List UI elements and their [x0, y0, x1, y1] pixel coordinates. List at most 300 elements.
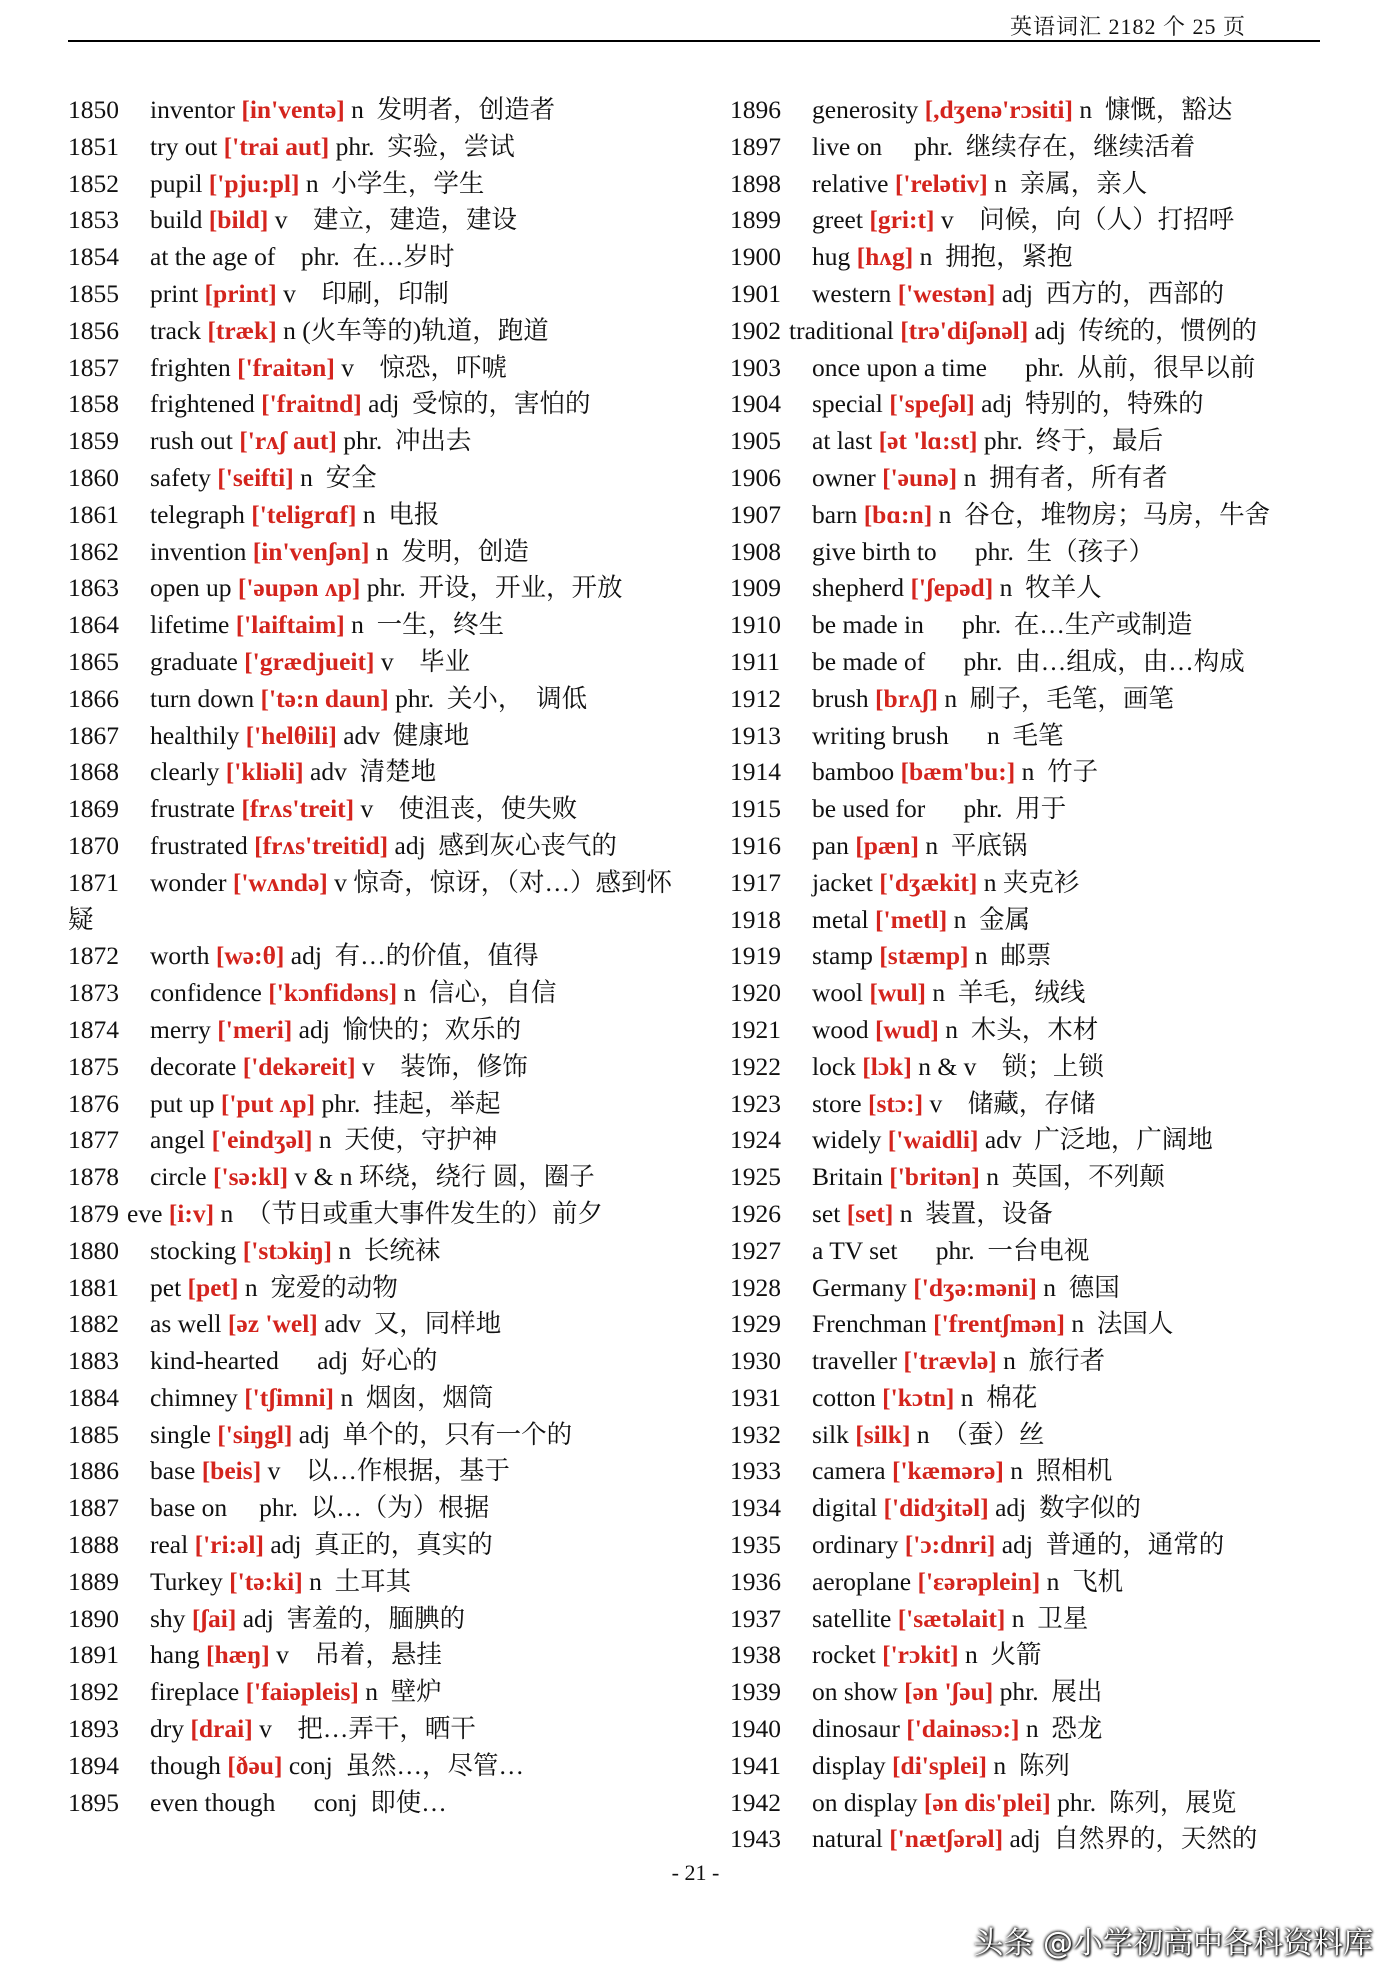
entry-number: 1917 [730, 867, 781, 897]
entry-word: inventor [150, 95, 235, 124]
vocab-entry [68, 1564, 708, 1601]
entry-number: 1859 [68, 426, 119, 456]
entry-definition: n 牧羊人 [999, 573, 1102, 603]
entry-phonetic: ['sætəlait] [897, 1603, 1006, 1633]
entry-word: a TV set [812, 1235, 898, 1265]
entry-phonetic: ['ʃepəd] [910, 573, 994, 603]
entry-phonetic: ['ɛərəplein] [917, 1566, 1041, 1596]
entry-number: 1850 [68, 95, 119, 124]
entry-word: lock [812, 1051, 856, 1081]
entry-word: lifetime [150, 610, 230, 640]
entry-definition: n 慷慨，豁达 [1079, 95, 1233, 124]
vocab-entry [730, 1564, 1330, 1601]
vocab-entry [730, 1490, 1330, 1527]
entry-number: 1883 [68, 1346, 119, 1376]
entry-number: 1943 [730, 1824, 781, 1854]
vocab-entry [730, 313, 1330, 350]
entry-definition: adj 普通的，通常的 [1001, 1530, 1225, 1560]
entry-number: 1920 [730, 978, 781, 1008]
vocab-entry [68, 166, 708, 203]
entry-word: rush out [150, 426, 233, 456]
entry-number: 1902 [730, 315, 781, 345]
entry-phonetic: [hæŋ] [205, 1640, 270, 1670]
vocab-entry [730, 386, 1330, 423]
entry-word: give birth to [812, 536, 937, 566]
entry-definition: phr. 实验，尝试 [335, 131, 515, 161]
entry-number: 1885 [68, 1419, 119, 1449]
vocab-entry [730, 276, 1330, 313]
vocab-entry [730, 570, 1330, 607]
vocab-entry [730, 1343, 1330, 1380]
entry-definition: adj 传统的，惯例的 [1034, 315, 1258, 345]
vocab-entry [730, 718, 1330, 755]
entry-phonetic: ['speʃəl] [889, 389, 975, 419]
entry-word: single [150, 1419, 211, 1449]
entry-definition: phr. 开设，开业，开放 [366, 573, 623, 603]
entry-number: 1939 [730, 1677, 781, 1707]
vocab-entry [68, 644, 708, 681]
entry-phonetic: [ət 'lɑ:st] [878, 426, 978, 456]
entry-phonetic: ['rʌʃ aut] [239, 426, 337, 456]
vocab-entry [68, 1380, 708, 1417]
entry-definition: v 使沮丧，使失败 [360, 794, 578, 824]
entry-number: 1893 [68, 1714, 119, 1744]
entry-number: 1886 [68, 1456, 119, 1486]
entry-number: 1922 [730, 1051, 781, 1081]
entry-definition: v 以…作根据，基于 [267, 1456, 510, 1486]
entry-number: 1913 [730, 720, 781, 750]
header-divider [68, 40, 1320, 42]
entry-word: telegraph [150, 499, 245, 529]
entry-definition: n 烟囱，烟筒 [340, 1382, 494, 1412]
entry-phonetic: ['dainəsɔ:] [906, 1714, 1020, 1744]
entry-phonetic: [di'splei] [892, 1750, 987, 1780]
entry-number: 1903 [730, 352, 781, 382]
entry-number: 1900 [730, 242, 781, 272]
entry-word: pupil [150, 168, 203, 198]
page-header-title: 英语词汇 2182 个 25 页 [1009, 14, 1246, 39]
entry-definition: phr. 一台电视 [903, 1235, 1090, 1265]
entry-word: ordinary [812, 1530, 899, 1560]
entry-word: aeroplane [812, 1566, 912, 1596]
entry-phonetic: ['wʌndə] [232, 867, 328, 897]
entry-phonetic: ['pju:pl] [208, 168, 300, 198]
entry-word: generosity [812, 95, 919, 124]
vocab-entry [730, 975, 1330, 1012]
vocab-entry [68, 1012, 708, 1049]
entry-definition: n 安全 [300, 462, 377, 492]
entry-definition: adv 广泛地，广阔地 [984, 1125, 1213, 1155]
entry-word: even though [150, 1787, 276, 1817]
entry-number: 1940 [730, 1714, 781, 1744]
entry-word: decorate [150, 1051, 237, 1081]
entry-phonetic: ['dekəreit] [242, 1051, 356, 1081]
vocab-entry [730, 607, 1330, 644]
entry-phonetic: ['tə:n daun] [260, 683, 389, 713]
entry-number: 1931 [730, 1382, 781, 1412]
vocab-column-left [68, 92, 708, 1821]
entry-definition: adj 感到灰心丧气的 [394, 830, 617, 860]
entry-number: 1918 [730, 904, 781, 934]
entry-word: fireplace [150, 1677, 240, 1707]
entry-phonetic: [bæm'bu:] [900, 757, 1016, 787]
vocab-entry [730, 681, 1330, 718]
entry-definition: n 装置，设备 [899, 1198, 1053, 1228]
entry-definition: n 发明，创造 [375, 536, 529, 566]
vocab-entry [68, 239, 708, 276]
entry-definition: n 飞机 [1046, 1566, 1124, 1596]
entry-phonetic: [pæn] [855, 830, 919, 860]
entry-phonetic: [ən dis'plei] [923, 1787, 1051, 1817]
vocab-entry [730, 902, 1330, 939]
vocab-entry [68, 1453, 708, 1490]
vocab-entry [730, 1527, 1330, 1564]
entry-phonetic: ['əunə] [882, 462, 958, 492]
entry-phonetic: ['fraitən] [237, 352, 335, 382]
vocab-entry [730, 239, 1330, 276]
entry-number: 1864 [68, 610, 119, 640]
entry-word: frighten [150, 352, 231, 382]
entry-word: barn [812, 499, 858, 529]
vocab-entry [730, 938, 1330, 975]
entry-phonetic: ['seifti] [217, 462, 294, 492]
vocab-entry [68, 1306, 708, 1343]
entry-word: though [150, 1750, 221, 1780]
vocab-entry [730, 1380, 1330, 1417]
entry-word: rocket [812, 1640, 876, 1670]
entry-word: live on [812, 131, 883, 161]
entry-phonetic: [gri:t] [869, 205, 935, 235]
entry-word: dinosaur [812, 1714, 900, 1744]
entry-number: 1926 [730, 1198, 781, 1228]
entry-number: 1852 [68, 168, 119, 198]
entry-phonetic: [bɑ:n] [863, 499, 933, 529]
entry-phonetic: [frʌs'treitid] [254, 830, 389, 860]
entry-phonetic: [print] [204, 278, 277, 308]
entry-definition: n 金属 [953, 904, 1031, 934]
entry-phonetic: [trə'diʃənəl] [900, 315, 1029, 345]
entry-word: Turkey [150, 1566, 223, 1596]
entry-number: 1875 [68, 1051, 119, 1081]
entry-phonetic: ['nætʃərəl] [889, 1824, 1004, 1854]
entry-word: circle [150, 1162, 207, 1192]
entry-phonetic: ['laiftaim] [235, 610, 345, 640]
vocab-entry [730, 1674, 1330, 1711]
entry-definition: n 旅行者 [1003, 1346, 1106, 1376]
vocab-entry [68, 1637, 708, 1674]
entry-number: 1938 [730, 1640, 781, 1670]
entry-word: merry [150, 1014, 211, 1044]
entry-definition: n 卫星 [1011, 1603, 1089, 1633]
entry-word: dry [150, 1714, 184, 1744]
entry-word: build [150, 205, 203, 235]
vocab-entry [68, 1711, 708, 1748]
entry-word: as well [150, 1309, 222, 1339]
entry-phonetic: ['tə:ki] [229, 1566, 303, 1596]
entry-word: kind-hearted [150, 1346, 279, 1376]
entry-phonetic: [i:v] [168, 1198, 215, 1228]
entry-number: 1870 [68, 830, 119, 860]
entry-phonetic: ['westən] [897, 278, 996, 308]
entry-definition: phr. 继续存在，继续活着 [888, 131, 1196, 161]
entry-definition: n & v 锁；上锁 [918, 1051, 1104, 1081]
entry-definition: n 一生，终生 [351, 610, 505, 640]
entry-number: 1896 [730, 95, 781, 124]
entry-number: 1873 [68, 978, 119, 1008]
vocab-entry [68, 276, 708, 313]
vocab-entry [68, 975, 708, 1012]
entry-number: 1891 [68, 1640, 119, 1670]
entry-number: 1887 [68, 1493, 119, 1523]
vocab-entry [68, 570, 708, 607]
entry-number: 1936 [730, 1566, 781, 1596]
entry-number: 1855 [68, 278, 119, 308]
entry-number: 1856 [68, 315, 119, 345]
entry-phonetic: ['ɔ:dnri] [904, 1530, 996, 1560]
vocab-entry [730, 791, 1330, 828]
vocab-entry [68, 607, 708, 644]
entry-word: turn down [150, 683, 255, 713]
vocab-entry [68, 313, 708, 350]
entry-word: at last [812, 426, 873, 456]
entry-phonetic: ['əupən ʌp] [237, 573, 361, 603]
entry-number: 1851 [68, 131, 119, 161]
entry-word: try out [150, 131, 218, 161]
entry-word: natural [812, 1824, 883, 1854]
entry-phonetic: ['meri] [217, 1014, 293, 1044]
vocab-entry [730, 460, 1330, 497]
entry-phonetic: ['trai aut] [223, 131, 330, 161]
entry-word: be used for [812, 794, 926, 824]
entry-definition: n 竹子 [1021, 757, 1099, 787]
entry-definition: adj 自然界的，天然的 [1009, 1824, 1258, 1854]
entry-number: 1919 [730, 941, 781, 971]
vocab-entry [68, 1674, 708, 1711]
vocab-entry [68, 534, 708, 571]
entry-word: store [812, 1088, 862, 1118]
entry-word: print [150, 278, 199, 308]
entry-word: silk [812, 1419, 849, 1449]
vocab-entry [730, 1306, 1330, 1343]
entry-number: 1868 [68, 757, 119, 787]
entry-definition: v 建立，建造，建设 [274, 205, 517, 235]
entry-number: 1901 [730, 278, 781, 308]
vocab-entry [730, 1453, 1330, 1490]
entry-definition: adv 清楚地 [310, 757, 437, 787]
vocab-entry [730, 644, 1330, 681]
entry-definition: n 信心，自信 [403, 978, 557, 1008]
entry-phonetic: [ðəu] [227, 1750, 283, 1780]
vocab-entry [730, 865, 1330, 902]
entry-number: 1867 [68, 720, 119, 750]
entry-number: 1908 [730, 536, 781, 566]
entry-definition: n 电报 [362, 499, 440, 529]
vocab-entry [68, 1748, 708, 1785]
entry-number: 1857 [68, 352, 119, 382]
entry-word: hug [812, 242, 851, 272]
entry-number: 1912 [730, 683, 781, 713]
vocab-entry [68, 1049, 708, 1086]
entry-number: 1932 [730, 1419, 781, 1449]
entry-definition: v 把…弄干，晒干 [259, 1714, 476, 1744]
entry-definition: phr. 以…（为）根据 [233, 1493, 490, 1523]
entry-number: 1853 [68, 205, 119, 235]
entry-definition: n 英国，不列颠 [986, 1162, 1165, 1192]
vocab-entry [68, 1233, 708, 1270]
entry-word: open up [150, 573, 232, 603]
entry-definition: phr. 生（孩子） [943, 536, 1155, 566]
entry-definition: phr. 终于，最后 [983, 426, 1164, 456]
entry-word: brush [812, 683, 869, 713]
entry-definition: adj 受惊的，害怕的 [368, 389, 591, 419]
entry-phonetic: ['britən] [889, 1162, 980, 1192]
vocab-entry [730, 350, 1330, 387]
entry-phonetic: [lɔk] [862, 1051, 912, 1081]
entry-number: 1942 [730, 1787, 781, 1817]
entry-phonetic: ['tʃimni] [244, 1382, 335, 1412]
entry-definition: v 吊着，悬挂 [276, 1640, 442, 1670]
entry-word: track [150, 315, 201, 345]
entry-phonetic: ['kæmərə] [891, 1456, 1004, 1486]
entry-word: Frenchman [812, 1309, 927, 1339]
entry-word: wood [812, 1014, 869, 1044]
entry-phonetic: ['didʒitəl] [883, 1493, 989, 1523]
entry-word: display [812, 1750, 886, 1780]
entry-phonetic: ['grædjueit] [244, 646, 375, 676]
entry-definition: phr. 挂起，举起 [321, 1088, 501, 1118]
entry-phonetic: [əz 'wel] [227, 1309, 318, 1339]
vocab-entry [68, 1122, 708, 1159]
vocab-entry [730, 166, 1330, 203]
entry-definition: n 照相机 [1010, 1456, 1113, 1486]
entry-phonetic: ['stɔkiŋ] [242, 1235, 333, 1265]
entry-word: frightened [150, 389, 255, 419]
entry-word: shepherd [812, 573, 905, 603]
vocab-entry [68, 202, 708, 239]
entry-definition: v 惊奇，惊讶，（对…）感到怀疑 [68, 867, 673, 934]
entry-phonetic: ['metl] [875, 904, 948, 934]
vocab-entry [730, 1417, 1330, 1454]
entry-phonetic: [ən 'ʃəu] [904, 1677, 994, 1707]
entry-word: writing brush [812, 720, 949, 750]
entry-word: wool [812, 978, 863, 1008]
entry-number: 1923 [730, 1088, 781, 1118]
entry-word: special [812, 389, 883, 419]
entry-word: traveller [812, 1346, 897, 1376]
vocab-entry [68, 1343, 708, 1380]
vocab-entry [730, 423, 1330, 460]
entry-word: angel [150, 1125, 206, 1155]
vocab-entry [68, 386, 708, 423]
vocab-entry [730, 497, 1330, 534]
entry-definition: phr. 陈列，展览 [1057, 1787, 1237, 1817]
entry-phonetic: ['waidli] [887, 1125, 979, 1155]
vocab-entry [68, 1086, 708, 1123]
entry-word: eve [127, 1198, 163, 1228]
entry-number: 1906 [730, 462, 781, 492]
entry-phonetic: [wə:θ] [215, 941, 285, 971]
entry-definition: n 亲属，亲人 [994, 168, 1148, 198]
entry-definition: n 天使，守护神 [318, 1125, 498, 1155]
entry-phonetic: ['fraitnd] [261, 389, 362, 419]
entry-number: 1895 [68, 1787, 119, 1817]
entry-phonetic: [bild] [208, 205, 269, 235]
entry-phonetic: ['frentʃmən] [933, 1309, 1065, 1339]
watermark-text: 头条 @小学初高中各科资料库 [973, 1926, 1373, 1961]
entry-word: invention [150, 536, 247, 566]
entry-word: hang [150, 1640, 200, 1670]
entry-word: graduate [150, 646, 238, 676]
entry-word: satellite [812, 1603, 892, 1633]
entry-word: jacket [812, 867, 873, 897]
vocab-entry [68, 1490, 708, 1527]
vocab-entry [730, 828, 1330, 865]
vocab-entry [730, 1196, 1330, 1233]
vocab-entry [68, 1270, 708, 1307]
entry-word: base on [150, 1493, 228, 1523]
entry-word: clearly [150, 757, 220, 787]
entry-number: 1929 [730, 1309, 781, 1339]
entry-word: pet [150, 1272, 182, 1302]
entry-number: 1884 [68, 1382, 119, 1412]
entry-definition: phr. 关小， 调低 [395, 683, 588, 713]
entry-number: 1880 [68, 1235, 119, 1265]
entry-word: traditional [789, 315, 894, 345]
vocab-entry [68, 718, 708, 755]
entry-phonetic: ['rɔkit] [882, 1640, 959, 1670]
entry-number: 1904 [730, 389, 781, 419]
entry-definition: adj 害羞的，腼腆的 [242, 1603, 466, 1633]
entry-phonetic: [stɔ:] [867, 1088, 924, 1118]
entry-word: be made of [812, 646, 926, 676]
entry-phonetic: [drai] [190, 1714, 253, 1744]
entry-definition: n 发明者，创造者 [351, 95, 556, 124]
entry-word: widely [812, 1125, 882, 1155]
entry-phonetic: [beis] [201, 1456, 262, 1486]
entry-number: 1921 [730, 1014, 781, 1044]
entry-number: 1861 [68, 499, 119, 529]
vocab-entry [68, 791, 708, 828]
entry-word: frustrated [150, 830, 248, 860]
vocab-entry [68, 1159, 680, 1196]
entry-phonetic: ['eindʒəl] [211, 1125, 313, 1155]
entry-number: 1862 [68, 536, 119, 566]
entry-definition: n 拥抱，紧抱 [919, 242, 1073, 272]
entry-number: 1909 [730, 573, 781, 603]
vocab-entry [730, 1122, 1330, 1159]
vocab-entry [68, 754, 708, 791]
entry-definition: n 棉花 [960, 1382, 1038, 1412]
entry-number: 1863 [68, 573, 119, 603]
entry-word: at the age of [150, 242, 276, 272]
entry-phonetic: [silk] [855, 1419, 911, 1449]
vocab-entry [68, 1417, 708, 1454]
entry-number: 1897 [730, 131, 781, 161]
entry-number: 1898 [730, 168, 781, 198]
entry-number: 1924 [730, 1125, 781, 1155]
entry-definition: n 火箭 [964, 1640, 1042, 1670]
vocab-entry [68, 129, 708, 166]
entry-number: 1935 [730, 1530, 781, 1560]
entry-phonetic: ['trævlə] [903, 1346, 997, 1376]
entry-number: 1916 [730, 830, 781, 860]
entry-definition: n 谷仓，堆物房；马房，牛舍 [938, 499, 1271, 529]
entry-number: 1892 [68, 1677, 119, 1707]
entry-number: 1927 [730, 1235, 781, 1265]
vocab-entry [68, 460, 708, 497]
entry-phonetic: ['put ʌp] [220, 1088, 316, 1118]
entry-definition: n 法国人 [1071, 1309, 1174, 1339]
